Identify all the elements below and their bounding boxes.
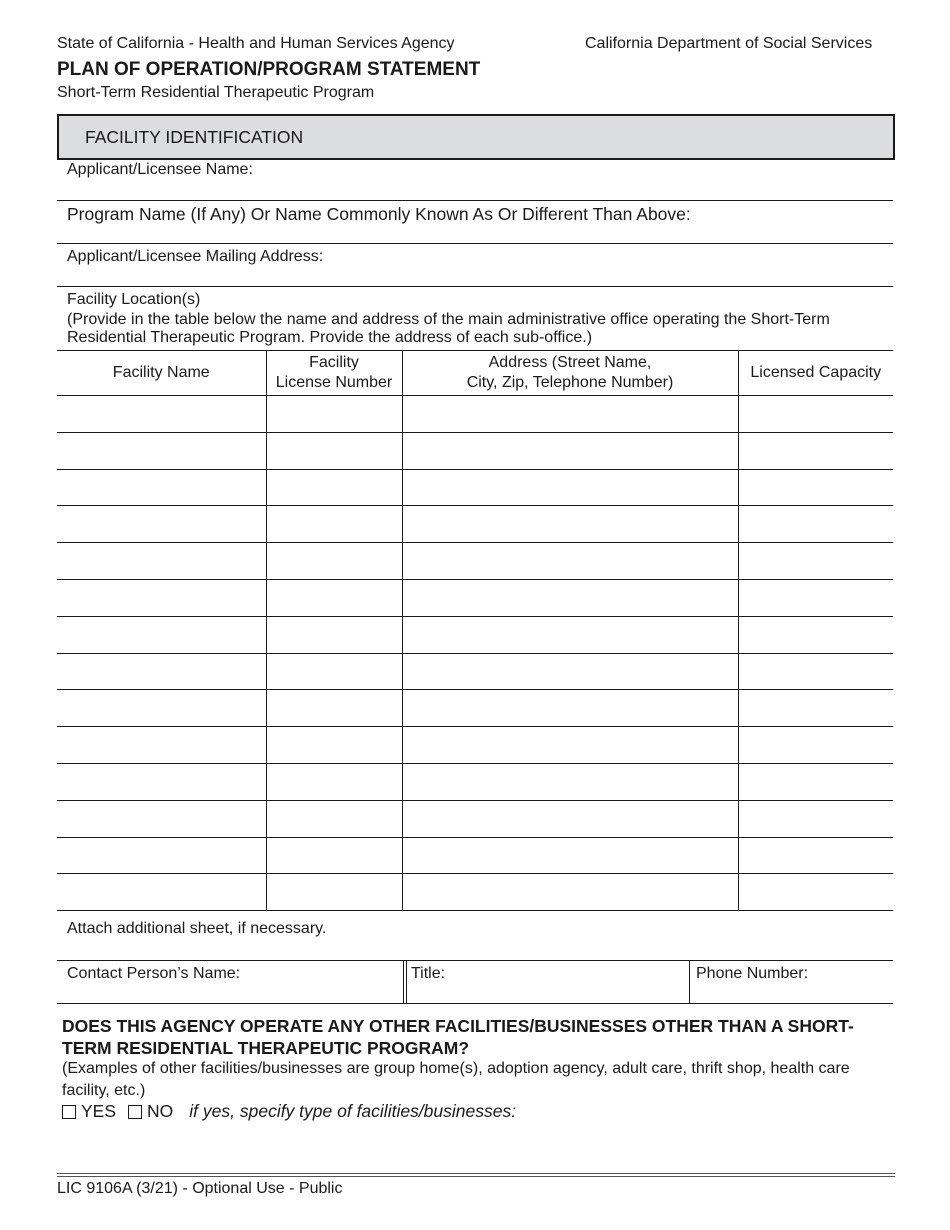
column-license-number — [266, 351, 402, 396]
address-cell[interactable] — [402, 874, 738, 911]
address-cell[interactable] — [402, 690, 738, 727]
facility-name-cell[interactable] — [57, 837, 266, 874]
address-cell[interactable] — [402, 727, 738, 764]
license-number-cell[interactable] — [266, 506, 402, 543]
licensed-capacity-cell[interactable] — [738, 763, 893, 800]
license-number-cell[interactable] — [266, 396, 402, 433]
address-cell[interactable] — [402, 396, 738, 433]
table-row — [57, 506, 893, 543]
contact-row-bottom-rule — [57, 1003, 893, 1004]
facility-name-cell[interactable] — [57, 690, 266, 727]
form-title: PLAN OF OPERATION/PROGRAM STATEMENT — [57, 59, 481, 80]
license-number-cell[interactable] — [266, 579, 402, 616]
contact-name-field[interactable] — [57, 988, 402, 1002]
no-option[interactable] — [128, 1101, 173, 1122]
facility-name-cell[interactable] — [57, 579, 266, 616]
section-title: FACILITY IDENTIFICATION — [85, 127, 304, 147]
address-cell[interactable] — [402, 432, 738, 469]
yes-checkbox[interactable] — [62, 1105, 76, 1119]
licensed-capacity-cell[interactable] — [738, 653, 893, 690]
address-cell[interactable] — [402, 469, 738, 506]
contact-row-top-rule — [57, 960, 893, 961]
applicant-name-label: Applicant/Licensee Name: — [67, 161, 253, 178]
table-row — [57, 727, 893, 764]
address-cell[interactable] — [402, 763, 738, 800]
table-body — [57, 396, 893, 911]
facility-name-cell[interactable] — [57, 800, 266, 837]
address-cell[interactable] — [402, 616, 738, 653]
table-row — [57, 690, 893, 727]
address-cell[interactable] — [402, 800, 738, 837]
table-row — [57, 874, 893, 911]
footer-rule-2 — [57, 1176, 895, 1177]
licensed-capacity-cell[interactable] — [738, 837, 893, 874]
column-address — [402, 351, 738, 396]
table-row — [57, 432, 893, 469]
column-capacity-label: Licensed Capacity — [750, 364, 882, 381]
if-yes-instruction: if yes, specify type of facilities/businesses: — [189, 1101, 517, 1121]
facility-name-cell[interactable] — [57, 727, 266, 764]
contact-divider-2 — [689, 960, 690, 1004]
license-number-cell[interactable] — [266, 800, 402, 837]
licensed-capacity-cell[interactable] — [738, 432, 893, 469]
license-number-cell[interactable] — [266, 763, 402, 800]
facility-locations-table — [57, 350, 893, 911]
licensed-capacity-cell[interactable] — [738, 396, 893, 433]
attach-note: Attach additional sheet, if necessary. — [67, 920, 327, 937]
table-row — [57, 469, 893, 506]
department-name: California Department of Social Services — [585, 35, 873, 52]
licensed-capacity-cell[interactable] — [738, 616, 893, 653]
program-name-label: Program Name (If Any) Or Name Commonly Known As Or Different Than Above: — [67, 204, 691, 224]
license-number-cell[interactable] — [266, 432, 402, 469]
table-row — [57, 800, 893, 837]
table-row — [57, 837, 893, 874]
table-row — [57, 396, 893, 433]
yes-option[interactable] — [62, 1101, 116, 1122]
other-facilities-question: DOES THIS AGENCY OPERATE ANY OTHER FACILITIES/BUSINESSES OTHER THAN A SHORT-TERM RESIDENTIAL THERAPEUTIC PROGRAM? — [62, 1016, 854, 1058]
table-row — [57, 579, 893, 616]
footer-rule — [57, 1173, 895, 1174]
address-cell[interactable] — [402, 579, 738, 616]
column-license-label-line2: License Number — [275, 374, 393, 391]
license-number-cell[interactable] — [266, 653, 402, 690]
contact-name-label: Contact Person’s Name: — [67, 965, 241, 982]
yes-no-group — [62, 1101, 516, 1122]
other-facilities-note: (Examples of other facilities/businesses are group home(s), adoption agency, adult care, thrift shop, health care facility, etc.) — [62, 1060, 850, 1099]
facility-name-cell[interactable] — [57, 616, 266, 653]
contact-divider-1 — [403, 960, 404, 1004]
applicant-name-field[interactable] — [57, 200, 893, 201]
licensed-capacity-cell[interactable] — [738, 543, 893, 580]
facility-name-cell[interactable] — [57, 763, 266, 800]
facility-name-cell[interactable] — [57, 396, 266, 433]
licensed-capacity-cell[interactable] — [738, 690, 893, 727]
license-number-cell[interactable] — [266, 543, 402, 580]
licensed-capacity-cell[interactable] — [738, 579, 893, 616]
licensed-capacity-cell[interactable] — [738, 800, 893, 837]
agency-name: State of California - Health and Human Services Agency — [57, 35, 455, 52]
table-row — [57, 543, 893, 580]
contact-title-label: Title: — [411, 965, 446, 982]
facility-name-cell[interactable] — [57, 874, 266, 911]
address-cell[interactable] — [402, 543, 738, 580]
column-facility-name — [57, 351, 266, 396]
column-address-label-line1: Address (Street Name, — [488, 354, 652, 371]
mailing-address-field[interactable] — [57, 286, 893, 287]
license-number-cell[interactable] — [266, 727, 402, 764]
license-number-cell[interactable] — [266, 874, 402, 911]
mailing-address-label: Applicant/Licensee Mailing Address: — [67, 248, 324, 265]
column-address-label-line2: City, Zip, Telephone Number) — [466, 374, 674, 391]
table-row — [57, 763, 893, 800]
license-number-cell[interactable] — [266, 469, 402, 506]
no-checkbox[interactable] — [128, 1105, 142, 1119]
section-header-facility-identification — [57, 114, 895, 160]
column-facility-name-label: Facility Name — [112, 364, 210, 381]
address-cell[interactable] — [402, 506, 738, 543]
table-row — [57, 616, 893, 653]
address-cell[interactable] — [402, 653, 738, 690]
licensed-capacity-cell[interactable] — [738, 874, 893, 911]
licensed-capacity-cell[interactable] — [738, 506, 893, 543]
table-header-row — [57, 351, 893, 396]
facility-name-cell[interactable] — [57, 469, 266, 506]
facility-name-cell[interactable] — [57, 432, 266, 469]
facility-locations-note: (Provide in the table below the name and address of the main administrative office operating the Short-Term Residential Therapeutic Program. Provide the address of each sub-office.) — [67, 311, 830, 346]
contact-phone-label: Phone Number: — [696, 965, 809, 982]
license-number-cell[interactable] — [266, 837, 402, 874]
column-licensed-capacity — [738, 351, 893, 396]
license-number-cell[interactable] — [266, 616, 402, 653]
facility-locations-label: Facility Location(s) — [67, 291, 201, 308]
column-license-label-line1: Facility — [309, 354, 359, 371]
address-cell[interactable] — [402, 837, 738, 874]
yes-label: YES — [81, 1101, 117, 1121]
program-name-field[interactable] — [57, 243, 893, 244]
contact-divider-1b — [406, 960, 407, 1004]
facility-name-cell[interactable] — [57, 543, 266, 580]
licensed-capacity-cell[interactable] — [738, 727, 893, 764]
no-label: NO — [147, 1101, 174, 1121]
facility-name-cell[interactable] — [57, 653, 266, 690]
form-id: LIC 9106A (3/21) - Optional Use - Public — [57, 1180, 343, 1197]
table-row — [57, 653, 893, 690]
other-facilities-field[interactable] — [62, 1126, 892, 1166]
licensed-capacity-cell[interactable] — [738, 469, 893, 506]
contact-title-field[interactable] — [410, 988, 687, 1002]
facility-name-cell[interactable] — [57, 506, 266, 543]
form-subtitle: Short-Term Residential Therapeutic Program — [57, 84, 375, 101]
contact-phone-field[interactable] — [692, 988, 892, 1002]
license-number-cell[interactable] — [266, 690, 402, 727]
